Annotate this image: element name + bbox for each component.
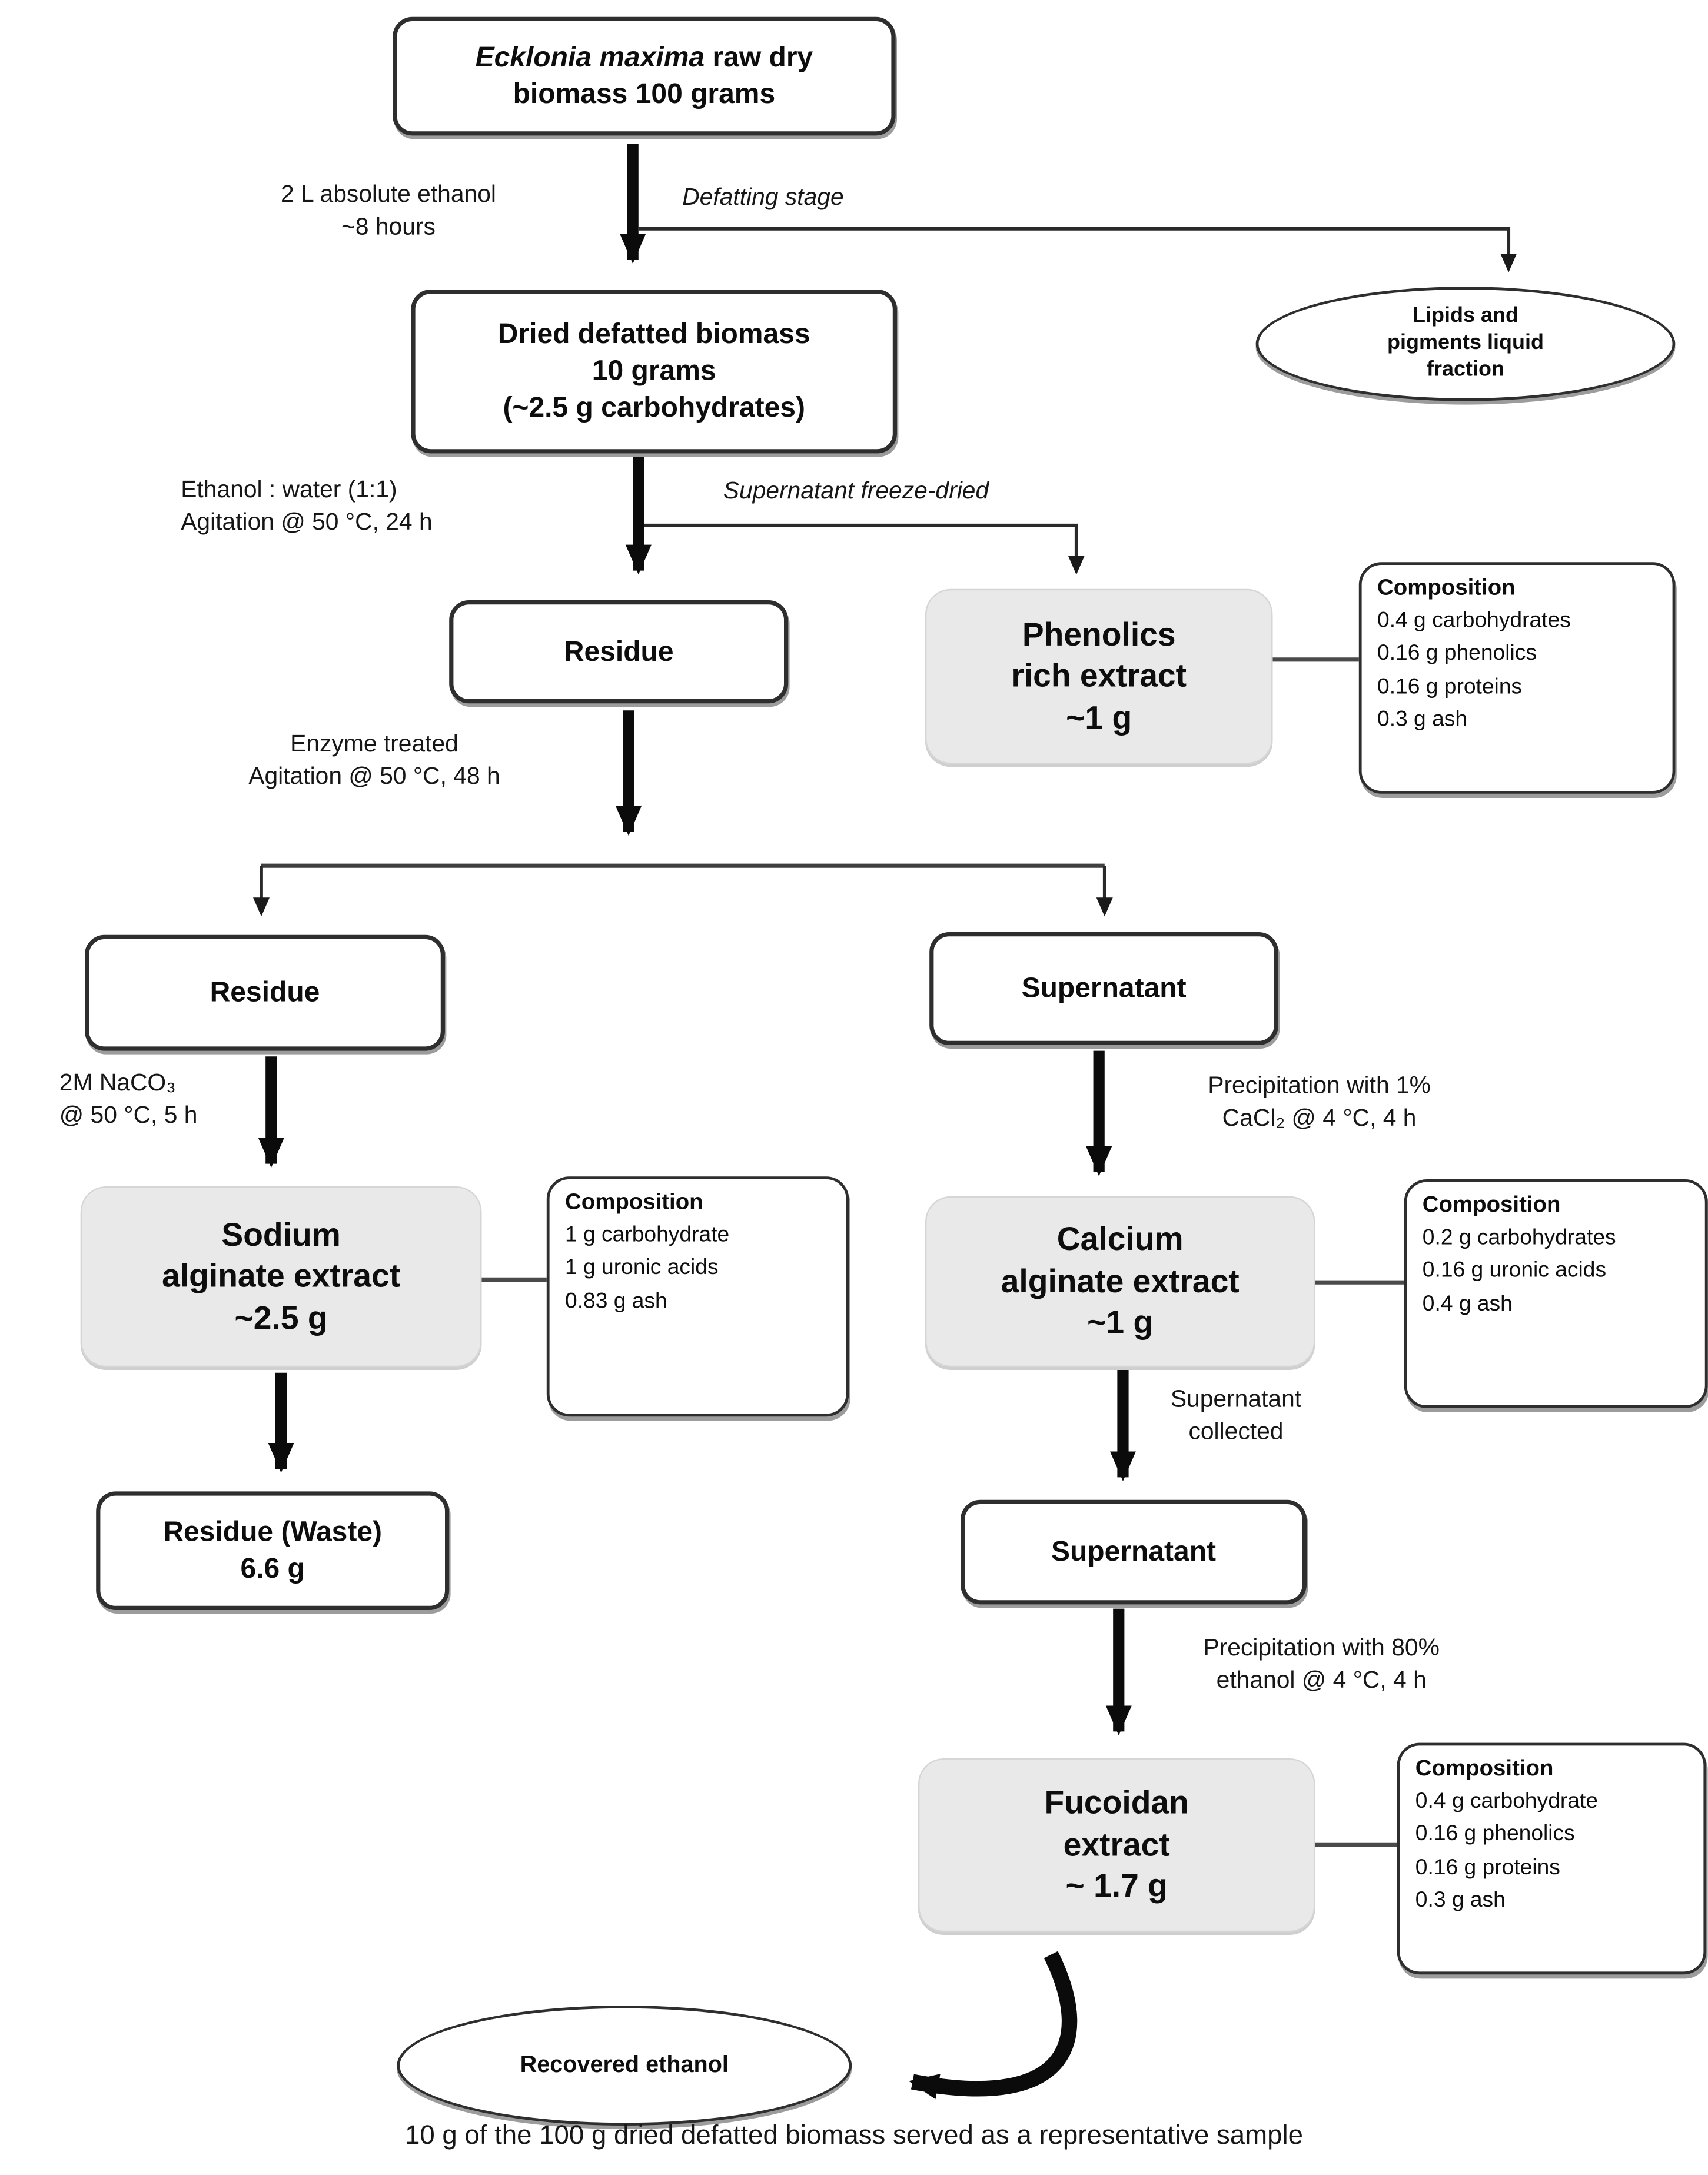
node-defatted-biomass: Dried defatted biomass 10 grams (~2.5 g carbohydrates) xyxy=(411,290,897,453)
species-name: Ecklonia maxima xyxy=(475,42,705,74)
arrow-fucoidan-to-recovered-ethanol xyxy=(912,1955,1069,2089)
label-defatting-stage: Defatting stage xyxy=(682,184,844,211)
composition-calcium: Composition 0.2 g carbohydrates 0.16 g uronic acids 0.4 g ash xyxy=(1404,1179,1708,1408)
label-ethanol-water: Ethanol : water (1:1) Agitation @ 50 °C, 24 h xyxy=(181,475,433,535)
node-recovered-ethanol: Recovered ethanol xyxy=(397,2006,852,2126)
label-precipitation-cacl2: Precipitation with 1% CaCl₂ @ 4 °C, 4 h xyxy=(1208,1072,1431,1131)
label-precipitation-ethanol: Precipitation with 80% ethanol @ 4 °C, 4 h xyxy=(1203,1634,1440,1693)
label-supernatant-collected: Supernatant collected xyxy=(1170,1385,1302,1445)
composition-fucoidan: Composition 0.4 g carbohydrate 0.16 g phenolics 0.16 g proteins 0.3 g ash xyxy=(1397,1743,1707,1975)
node-raw-biomass: Ecklonia maxima raw dry biomass 100 grams xyxy=(393,17,895,136)
node-sodium-alginate-extract: Sodium alginate extract ~2.5 g xyxy=(81,1186,482,1367)
arrow-freezedried-to-phenolics xyxy=(644,526,1076,571)
label-naco3: 2M NaCO₃ @ 50 °C, 5 h xyxy=(59,1069,198,1128)
node-calcium-alginate-extract: Calcium alginate extract ~1 g xyxy=(925,1196,1315,1367)
label-freeze-dried: Supernatant freeze-dried xyxy=(723,477,989,504)
arrow-defatting-to-lipids xyxy=(639,229,1508,268)
figure-caption: 10 g of the 100 g dried defatted biomass served as a representative sample xyxy=(405,2121,1304,2151)
node-residue-2: Residue xyxy=(85,935,445,1051)
node-residue-waste: Residue (Waste) 6.6 g xyxy=(96,1491,449,1610)
label-enzyme-treated: Enzyme treated Agitation @ 50 °C, 48 h xyxy=(248,730,500,789)
node-supernatant-1: Supernatant xyxy=(929,932,1278,1045)
node-lipids-fraction: Lipids and pigments liquid fraction xyxy=(1256,287,1676,401)
label-absolute-ethanol: 2 L absolute ethanol ~8 hours xyxy=(281,181,497,240)
node-residue-1: Residue xyxy=(449,600,788,703)
node-fucoidan-extract: Fucoidan extract ~ 1.7 g xyxy=(918,1758,1315,1932)
composition-sodium: Composition 1 g carbohydrate 1 g uronic acids 0.83 g ash xyxy=(547,1176,849,1416)
node-supernatant-2: Supernatant xyxy=(961,1500,1307,1605)
composition-phenolics: Composition 0.4 g carbohydrates 0.16 g phenolics 0.16 g proteins 0.3 g ash xyxy=(1359,562,1676,794)
node-phenolics-extract: Phenolics rich extract ~1 g xyxy=(925,589,1272,764)
